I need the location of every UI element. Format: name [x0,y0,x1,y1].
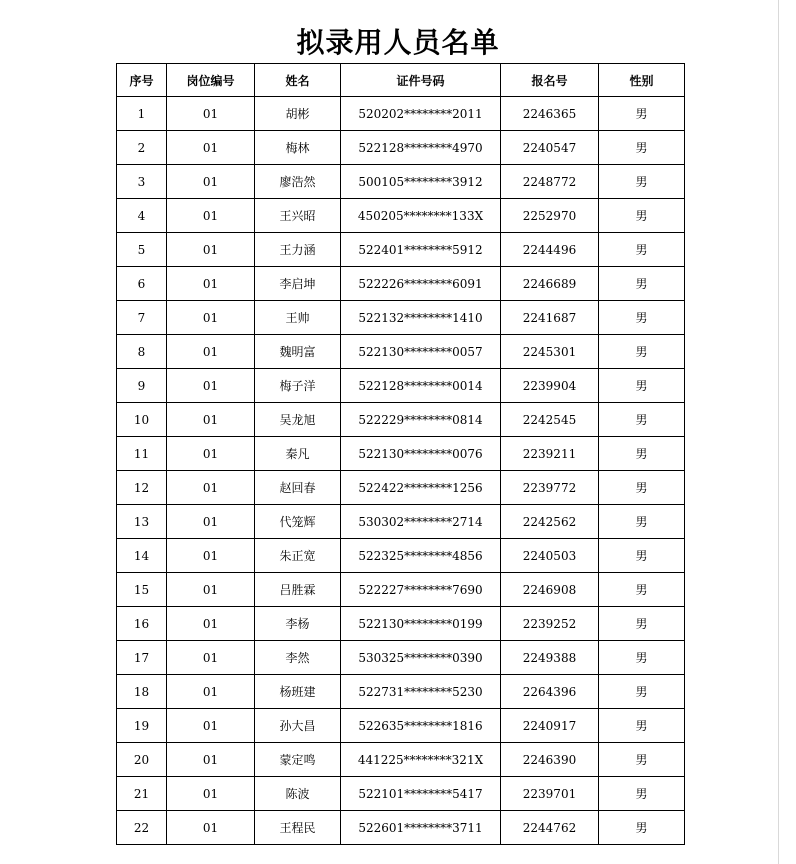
cell-gender: 男 [599,471,685,505]
cell-reg-number: 2240917 [501,709,599,743]
table-row [117,165,685,199]
cell-id-number: 522130********0199 [341,607,501,641]
cell-index: 5 [117,233,167,267]
cell-id-number: 441225********321X [341,743,501,777]
cell-name: 魏明富 [255,335,341,369]
cell-post-code: 01 [167,131,255,165]
cell-index: 18 [117,675,167,709]
cell-post-code: 01 [167,573,255,607]
cell-name: 朱正宽 [255,539,341,573]
cell-id-number: 522101********5417 [341,777,501,811]
cell-index: 20 [117,743,167,777]
cell-reg-number: 2252970 [501,199,599,233]
cell-index: 16 [117,607,167,641]
col-header-post-code: 岗位编号 [167,64,255,97]
cell-name: 秦凡 [255,437,341,471]
cell-gender: 男 [599,233,685,267]
cell-index: 8 [117,335,167,369]
table-row [117,267,685,301]
cell-post-code: 01 [167,335,255,369]
cell-id-number: 522401********5912 [341,233,501,267]
cell-post-code: 01 [167,233,255,267]
cell-post-code: 01 [167,777,255,811]
cell-index: 22 [117,811,167,845]
cell-reg-number: 2240503 [501,539,599,573]
cell-gender: 男 [599,641,685,675]
cell-name: 王力涵 [255,233,341,267]
cell-index: 3 [117,165,167,199]
cell-reg-number: 2239701 [501,777,599,811]
cell-index: 21 [117,777,167,811]
cell-reg-number: 2240547 [501,131,599,165]
cell-post-code: 01 [167,811,255,845]
cell-gender: 男 [599,369,685,403]
cell-name: 王兴昭 [255,199,341,233]
cell-name: 李启坤 [255,267,341,301]
cell-post-code: 01 [167,199,255,233]
table-row [117,131,685,165]
roster-body [117,97,685,845]
cell-reg-number: 2248772 [501,165,599,199]
cell-gender: 男 [599,267,685,301]
cell-id-number: 530302********2714 [341,505,501,539]
cell-id-number: 522227********7690 [341,573,501,607]
cell-name: 梅子洋 [255,369,341,403]
cell-post-code: 01 [167,607,255,641]
cell-reg-number: 2246390 [501,743,599,777]
table-row [117,573,685,607]
cell-gender: 男 [599,97,685,131]
cell-gender: 男 [599,709,685,743]
cell-name: 李然 [255,641,341,675]
cell-post-code: 01 [167,437,255,471]
cell-index: 2 [117,131,167,165]
cell-gender: 男 [599,437,685,471]
cell-id-number: 522422********1256 [341,471,501,505]
col-header-gender: 性别 [599,64,685,97]
cell-post-code: 01 [167,403,255,437]
cell-id-number: 522226********6091 [341,267,501,301]
table-row [117,471,685,505]
cell-name: 杨班建 [255,675,341,709]
cell-reg-number: 2244762 [501,811,599,845]
cell-name: 孙大昌 [255,709,341,743]
table-row [117,607,685,641]
cell-post-code: 01 [167,743,255,777]
cell-index: 10 [117,403,167,437]
col-header-name: 姓名 [255,64,341,97]
page-title: 拟录用人员名单 [296,26,500,59]
cell-reg-number: 2239772 [501,471,599,505]
cell-name: 廖浩然 [255,165,341,199]
table-row [117,743,685,777]
cell-id-number: 522128********4970 [341,131,501,165]
cell-id-number: 522601********3711 [341,811,501,845]
table-row [117,233,685,267]
cell-reg-number: 2239904 [501,369,599,403]
cell-reg-number: 2239211 [501,437,599,471]
cell-index: 15 [117,573,167,607]
cell-name: 梅林 [255,131,341,165]
cell-index: 13 [117,505,167,539]
table-row [117,199,685,233]
cell-post-code: 01 [167,301,255,335]
cell-reg-number: 2239252 [501,607,599,641]
cell-index: 4 [117,199,167,233]
cell-name: 吕胜霖 [255,573,341,607]
cell-gender: 男 [599,675,685,709]
cell-id-number: 522132********1410 [341,301,501,335]
cell-gender: 男 [599,505,685,539]
table-row [117,403,685,437]
cell-id-number: 500105********3912 [341,165,501,199]
table-row [117,539,685,573]
cell-id-number: 450205********133X [341,199,501,233]
cell-post-code: 01 [167,641,255,675]
col-header-reg-number: 报名号 [501,64,599,97]
cell-reg-number: 2246689 [501,267,599,301]
cell-post-code: 01 [167,709,255,743]
cell-gender: 男 [599,199,685,233]
cell-reg-number: 2246365 [501,97,599,131]
cell-gender: 男 [599,165,685,199]
table-row [117,641,685,675]
cell-gender: 男 [599,539,685,573]
cell-id-number: 522635********1816 [341,709,501,743]
table-row [117,437,685,471]
cell-reg-number: 2242562 [501,505,599,539]
cell-name: 李杨 [255,607,341,641]
cell-post-code: 01 [167,471,255,505]
cell-index: 12 [117,471,167,505]
cell-gender: 男 [599,403,685,437]
cell-index: 11 [117,437,167,471]
cell-post-code: 01 [167,675,255,709]
cell-name: 陈波 [255,777,341,811]
cell-name: 蒙定鸣 [255,743,341,777]
roster-table [116,63,685,845]
cell-post-code: 01 [167,505,255,539]
col-header-id-number: 证件号码 [341,64,501,97]
cell-index: 14 [117,539,167,573]
cell-id-number: 522130********0076 [341,437,501,471]
cell-index: 9 [117,369,167,403]
cell-index: 7 [117,301,167,335]
cell-name: 代笼辉 [255,505,341,539]
page-edge [778,0,779,864]
cell-post-code: 01 [167,369,255,403]
cell-post-code: 01 [167,165,255,199]
cell-gender: 男 [599,301,685,335]
cell-id-number: 530325********0390 [341,641,501,675]
cell-index: 17 [117,641,167,675]
cell-gender: 男 [599,607,685,641]
table-row [117,777,685,811]
cell-id-number: 520202********2011 [341,97,501,131]
cell-reg-number: 2245301 [501,335,599,369]
cell-gender: 男 [599,131,685,165]
header-row [117,64,685,97]
cell-reg-number: 2244496 [501,233,599,267]
cell-gender: 男 [599,777,685,811]
table-row [117,675,685,709]
table-row [117,335,685,369]
cell-id-number: 522128********0014 [341,369,501,403]
cell-index: 6 [117,267,167,301]
cell-gender: 男 [599,573,685,607]
cell-reg-number: 2242545 [501,403,599,437]
cell-name: 王帅 [255,301,341,335]
cell-reg-number: 2241687 [501,301,599,335]
table-row [117,505,685,539]
cell-reg-number: 2264396 [501,675,599,709]
cell-id-number: 522325********4856 [341,539,501,573]
cell-id-number: 522130********0057 [341,335,501,369]
table-row [117,709,685,743]
cell-index: 1 [117,97,167,131]
cell-post-code: 01 [167,539,255,573]
table-row [117,301,685,335]
cell-gender: 男 [599,811,685,845]
col-header-index: 序号 [117,64,167,97]
cell-gender: 男 [599,743,685,777]
cell-id-number: 522229********0814 [341,403,501,437]
cell-name: 胡彬 [255,97,341,131]
table-row [117,97,685,131]
cell-name: 王程民 [255,811,341,845]
cell-post-code: 01 [167,97,255,131]
cell-reg-number: 2249388 [501,641,599,675]
cell-name: 吴龙旭 [255,403,341,437]
cell-post-code: 01 [167,267,255,301]
cell-reg-number: 2246908 [501,573,599,607]
cell-index: 19 [117,709,167,743]
table-row [117,811,685,845]
cell-name: 赵回春 [255,471,341,505]
cell-gender: 男 [599,335,685,369]
table-row [117,369,685,403]
cell-id-number: 522731********5230 [341,675,501,709]
